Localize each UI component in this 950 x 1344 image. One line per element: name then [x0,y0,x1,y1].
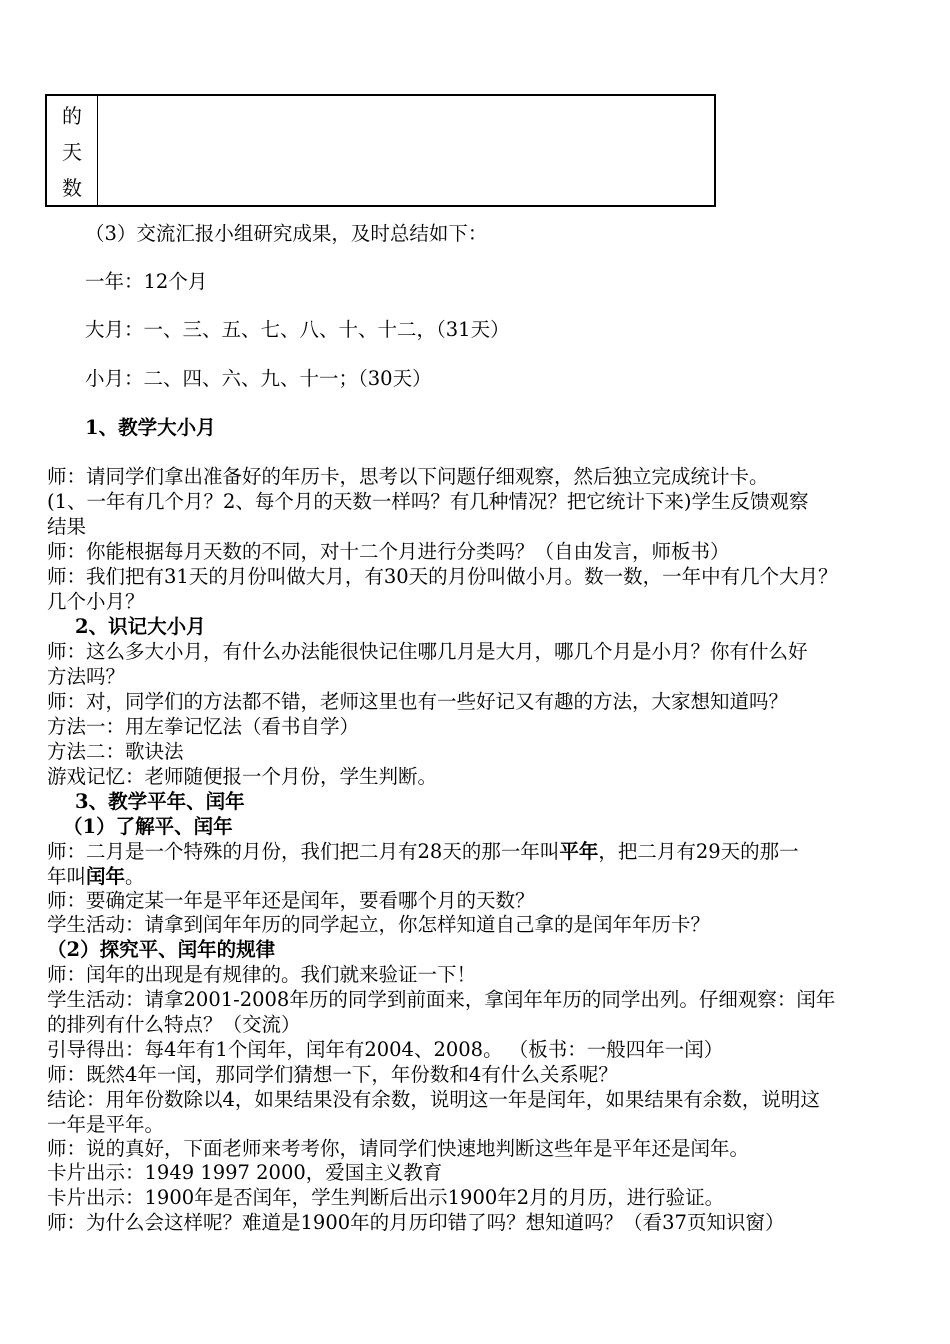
table-label-cell [47,96,97,205]
section3-line: 卡片出示：1900年是否闰年，学生判断后出示1900年2月的月历，进行验证。 [47,1186,725,1209]
summary-small-month: 小月：二、四、六、九、十一；（30天） [85,367,432,390]
term-pingnian: 平年 [559,840,599,863]
days-table [45,94,716,207]
section3-line: 师：闰年的出现是有规律的。我们就来验证一下！ [47,963,477,986]
section2-line: 师：对，同学们的方法都不错，老师这里也有一些好记又有趣的方法，大家想知道吗？ [47,690,789,713]
term-runnian: 闰年 [86,865,126,888]
section3-line: 结论：用年份数除以4，如果结果没有余数，说明这一年是闰年，如果结果有余数，说明这 [47,1088,820,1111]
section3-line: 师：要确定某一年是平年还是闰年，要看哪个月的天数？ [47,889,535,912]
section3-line [47,840,799,864]
section1-heading: 1、教学大小月 [85,416,216,439]
section2-line: 方法一：用左拳记忆法（看书自学） [47,715,360,738]
section3-subheading: （2）探究平、闰年的规律 [47,938,276,961]
table-label-char: 天 [62,139,82,164]
section3-line: 师：为什么会这样呢？难道是1900年的月历印错了吗？想知道吗？（看37页知识窗） [47,1211,785,1234]
section2-line: 方法二：歌诀法 [47,740,184,763]
text-run: 。 [125,865,145,888]
section2-line: 游戏记忆：老师随便报一个月份，学生判断。 [47,765,438,788]
table-label-char: 数 [62,176,82,201]
section3-line: 学生活动：请拿2001-2008年历的同学到前面来，拿闰年年历的同学出列。仔细观察：闰年 [47,988,836,1011]
table-divider [97,96,98,205]
section1-line: 师：我们把有31天的月份叫做大月，有30天的月份叫做小月。数一数，一年中有几个大月？ [47,565,838,588]
section3-line: 的排列有什么特点？（交流） [47,1013,301,1036]
section1-line: 师：你能根据每月天数的不同，对十二个月进行分类吗？（自由发言，师板书） [47,540,730,563]
section2-heading: 2、识记大小月 [75,615,206,638]
section3-heading: 3、教学平年、闰年 [75,790,245,813]
text-run: ，把二月有29天的那一 [598,840,799,863]
table-label-char: 的 [62,103,82,128]
section3-line: 引导得出：每4年有1个闰年，闰年有2004、2008。 （板书：一般四年一闰） [47,1038,724,1061]
section3-line: 师：既然4年一闰，那同学们猜想一下，年份数和4有什么关系呢？ [47,1063,618,1086]
section2-line: 师：这么多大小月，有什么办法能很快记住哪几月是大月，哪几个月是小月？你有什么好 [47,640,808,663]
section1-line: 师：请同学们拿出准备好的年历卡，思考以下问题仔细观察，然后独立完成统计卡。 [47,465,769,488]
section3-subheading: （1）了解平、闰年 [63,815,233,838]
section2-line: 方法吗？ [47,665,126,688]
section3-line: 卡片出示：1949 1997 2000，爱国主义教育 [47,1161,443,1184]
section1-line: 结果 [47,515,87,538]
section3-line: 师：说的真好，下面老师来考考你，请同学们快速地判断这些年是平年还是闰年。 [47,1137,750,1160]
section3-line: 学生活动：请拿到闰年年历的同学起立，你怎样知道自己拿的是闰年年历卡？ [47,913,711,936]
summary-year: 一年：12个月 [85,270,208,293]
text-run: 年叫 [47,865,87,888]
section1-line: (1、一年有几个月？2、每个月的天数一样吗？有几种情况？把它统计下来)学生反馈观察 [47,490,809,513]
summary-intro: （3）交流汇报小组研究成果，及时总结如下： [85,222,488,245]
section3-line [47,865,145,889]
text-run: 师：二月是一个特殊的月份，我们把二月有28天的那一年叫 [47,840,560,863]
section1-line: 几个小月？ [47,590,145,613]
summary-big-month: 大月：一、三、五、七、八、十、十二，（31天） [85,318,510,341]
section3-line: 一年是平年。 [47,1113,165,1136]
